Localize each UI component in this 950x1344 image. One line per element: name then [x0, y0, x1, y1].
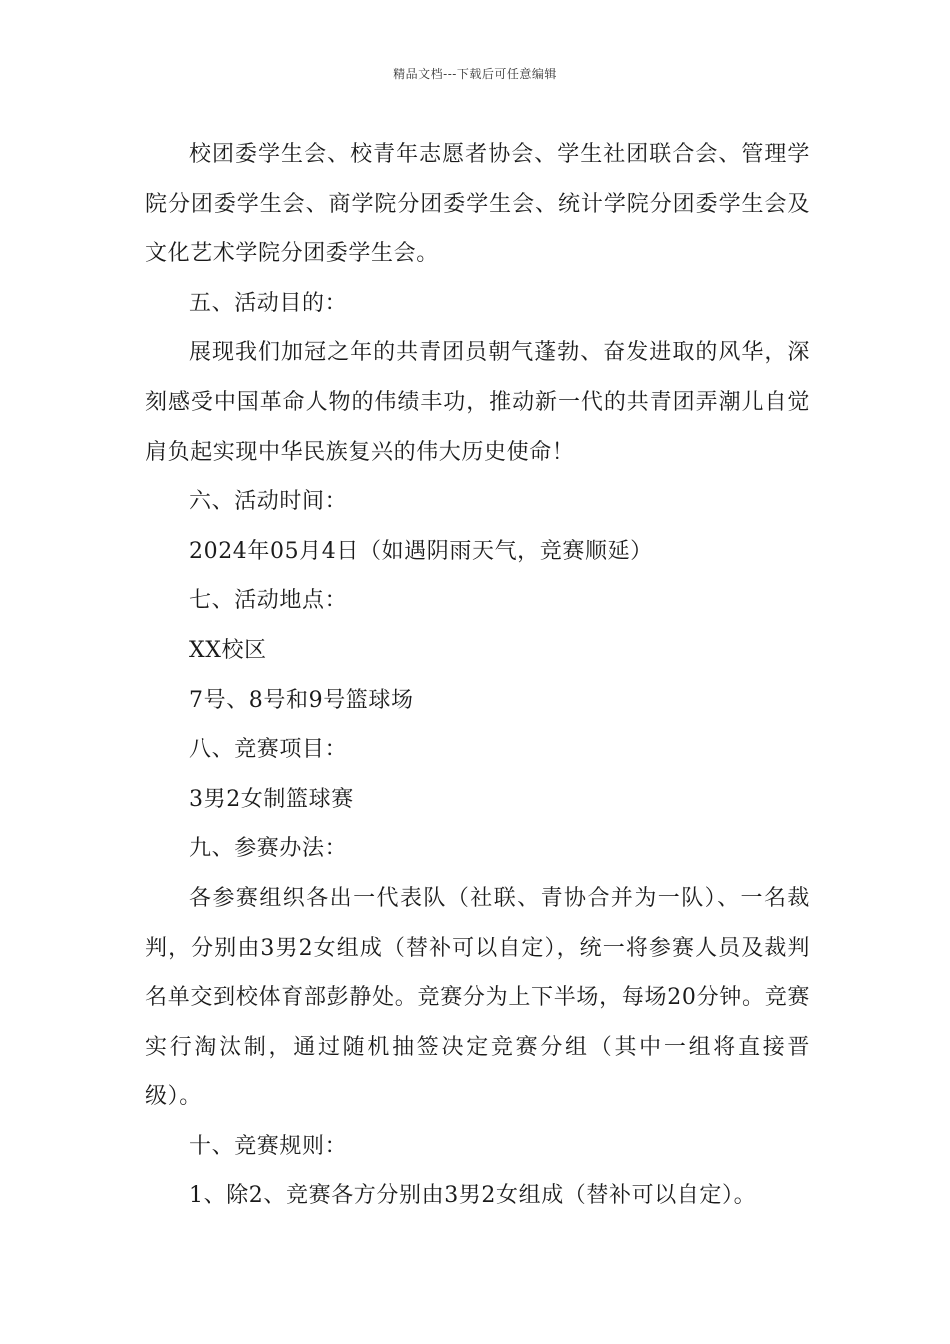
- paragraph-campus: XX校区: [189, 637, 267, 663]
- paragraph-organizers: 校团委学生会、校青年志愿者协会、学生社团联合会、管理学院分团委学生会、商学院分团委学生会、统计学院分团委学生会及文化艺术学院分团委学生会。: [145, 142, 810, 267]
- section-heading-location: 七、活动地点：: [189, 588, 348, 614]
- section-heading-event: 八、竞赛项目：: [189, 737, 348, 763]
- page-header: 精品文档---下载后可任意编辑: [393, 67, 557, 81]
- document-body: [145, 130, 810, 1221]
- paragraph-rule-1: 1、除2、竞赛各方分别由3男2女组成（替补可以自定）。: [189, 1183, 757, 1209]
- paragraph-purpose: 展现我们加冠之年的共青团员朝气蓬勃、奋发进取的风华，深刻感受中国革命人物的伟绩丰功，推动新一代的共青团弄潮儿自觉肩负起实现中华民族复兴的伟大历史使命！: [145, 340, 810, 465]
- section-heading-rules: 十、竞赛规则：: [189, 1133, 348, 1159]
- section-heading-purpose: 五、活动目的：: [189, 290, 348, 316]
- section-heading-method: 九、参赛办法：: [189, 836, 348, 862]
- paragraph-method: 各参赛组织各出一代表队（社联、青协合并为一队）、一名裁判，分别由3男2女组成（替补可以自定），统一将参赛人员及裁判名单交到校体育部彭静处。竞赛分为上下半场，每场20分钟。竞赛实行淘汰制，通过随机抽签决定竞赛分组（其中一组将直接晋级）。: [145, 885, 810, 1110]
- paragraph-courts: 7号、8号和9号篮球场: [189, 687, 414, 713]
- paragraph-time: 2024年05月4日（如遇阴雨天气，竞赛顺延）: [189, 538, 653, 564]
- paragraph-event: 3男2女制篮球赛: [189, 786, 354, 812]
- section-heading-time: 六、活动时间：: [189, 489, 348, 515]
